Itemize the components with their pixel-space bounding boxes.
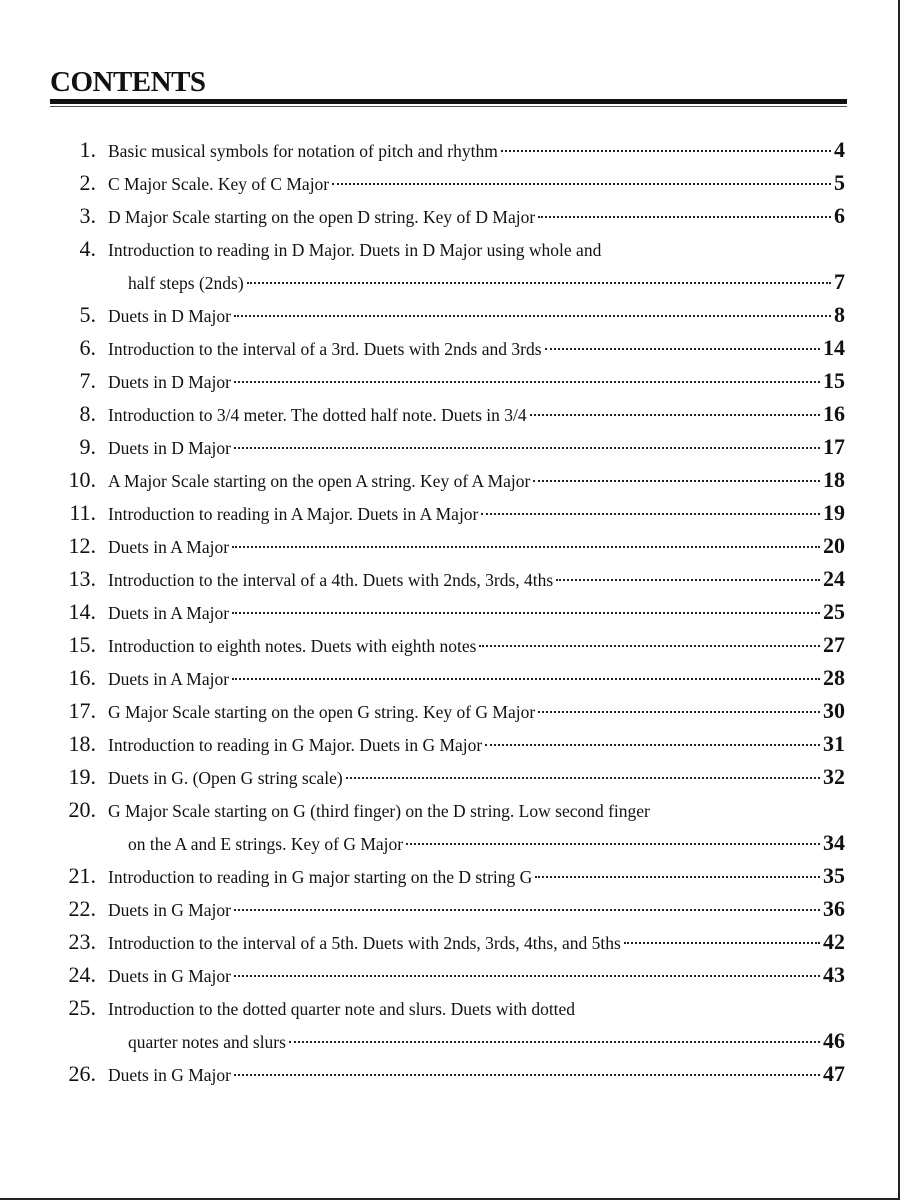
dot-leader [481, 513, 820, 515]
dot-leader [232, 678, 820, 680]
toc-entry-title: D Major Scale starting on the open D string. Key of D Major [108, 207, 536, 227]
dot-leader [406, 843, 820, 845]
dot-leader [538, 216, 831, 218]
toc-page-number: 35 [823, 863, 845, 888]
toc-entry-number: 8. [79, 401, 96, 426]
toc-entry-title: on the A and E strings. Key of G Major [128, 834, 404, 854]
toc-line [50, 892, 845, 925]
toc-entry-title: Introduction to the dotted quarter note and slurs. Duets with dotted [108, 999, 576, 1019]
toc-entry-title: Introduction to the interval of a 3rd. Duets with 2nds and 3rds [108, 339, 542, 359]
toc-entry-title: Introduction to 3/4 meter. The dotted half note. Duets in 3/4 [108, 405, 527, 425]
toc-line [50, 793, 845, 826]
toc-entry-number: 18. [68, 731, 96, 756]
toc-line [50, 529, 845, 562]
toc-page-number: 19 [823, 500, 845, 525]
toc-entry-title: half steps (2nds) [128, 273, 244, 293]
toc-page-number: 5 [834, 170, 845, 195]
toc-page-number: 36 [823, 896, 845, 921]
toc-entry-title: C Major Scale. Key of C Major [108, 174, 330, 194]
toc-page-number: 4 [834, 137, 845, 162]
toc-line [50, 166, 845, 199]
toc-entry-number: 13. [68, 566, 96, 591]
toc-entry-title: Introduction to reading in G Major. Duets in G Major [108, 735, 483, 755]
toc-page-number: 34 [823, 830, 845, 855]
page-title: CONTENTS [50, 66, 206, 98]
toc-page-number: 31 [823, 731, 845, 756]
title-rule [50, 99, 847, 104]
toc-entry-title: Duets in A Major [108, 603, 230, 623]
toc-entry-number: 20. [68, 797, 96, 822]
toc-entry-number: 11. [69, 500, 96, 525]
toc-entry-number: 16. [68, 665, 96, 690]
dot-leader [232, 612, 820, 614]
toc-line [50, 265, 845, 298]
toc-page-number: 47 [823, 1061, 845, 1086]
dot-leader [234, 1074, 820, 1076]
toc-line [50, 826, 845, 859]
dot-leader [247, 282, 831, 284]
toc-entry-number: 15. [68, 632, 96, 657]
toc-entry-title: Introduction to reading in D Major. Duets in D Major using whole and [108, 240, 602, 260]
toc-line [50, 727, 845, 760]
toc-entry[interactable] [50, 463, 845, 496]
toc-entry-title: Duets in D Major [108, 372, 231, 392]
toc-line [50, 760, 845, 793]
toc-page-number: 42 [823, 929, 845, 954]
toc-entry-title: Introduction to eighth notes. Duets with eighth notes [108, 636, 477, 656]
dot-leader [485, 744, 820, 746]
toc-line [50, 331, 845, 364]
dot-leader [234, 381, 820, 383]
toc-entry-title: quarter notes and slurs [128, 1032, 286, 1052]
toc-entry-number: 5. [79, 302, 96, 327]
dot-leader [479, 645, 820, 647]
toc-entry-title: Duets in G Major [108, 966, 231, 986]
toc-entry-title: G Major Scale starting on the open G string. Key of G Major [108, 702, 536, 722]
toc-entry[interactable] [50, 166, 845, 199]
toc-entry[interactable] [50, 1057, 845, 1090]
toc-entry-title: Duets in G Major [108, 900, 231, 920]
toc-entry-title: Introduction to the interval of a 4th. Duets with 2nds, 3rds, 4ths [108, 570, 554, 590]
dot-leader [234, 975, 820, 977]
toc-line [50, 661, 845, 694]
toc-entry-number: 10. [68, 467, 96, 492]
toc-entry-number: 2. [79, 170, 96, 195]
toc-line [50, 925, 845, 958]
toc-page-number: 8 [834, 302, 845, 327]
toc-entry-number: 4. [79, 236, 96, 261]
dot-leader [545, 348, 820, 350]
dot-leader [234, 315, 831, 317]
toc-line [50, 1024, 845, 1057]
toc-line [50, 199, 845, 232]
toc-line [50, 628, 845, 661]
toc-entry-number: 19. [68, 764, 96, 789]
dot-leader [234, 909, 820, 911]
toc-entry-title: A Major Scale starting on the open A string. Key of A Major [108, 471, 531, 491]
toc-line [50, 232, 845, 265]
toc-page-number: 7 [834, 269, 845, 294]
toc-entry[interactable] [50, 199, 845, 232]
toc-entry-number: 12. [68, 533, 96, 558]
dot-leader [538, 711, 820, 713]
dot-leader [501, 150, 831, 152]
toc-page-number: 25 [823, 599, 845, 624]
toc-entry-number: 26. [68, 1061, 96, 1086]
toc-entry-title: Duets in G Major [108, 1065, 231, 1085]
toc-entry-title: Basic musical symbols for notation of pitch and rhythm [108, 141, 498, 161]
toc-entry[interactable] [50, 364, 845, 397]
toc-line [50, 298, 845, 331]
toc-entry-number: 17. [68, 698, 96, 723]
toc-line [50, 463, 845, 496]
toc-entry-number: 24. [68, 962, 96, 987]
toc-page-number: 30 [823, 698, 845, 723]
toc-line [50, 397, 845, 430]
toc-page-number: 6 [834, 203, 845, 228]
toc-line [50, 595, 845, 628]
toc-entry[interactable] [50, 793, 845, 859]
title-rule-thin [50, 106, 847, 107]
toc-entry-number: 14. [68, 599, 96, 624]
toc-entry-title: G Major Scale starting on G (third finger) on the D string. Low second finger [108, 801, 650, 821]
table-of-contents [50, 133, 845, 1090]
toc-page-number: 46 [823, 1028, 845, 1053]
dot-leader [289, 1041, 820, 1043]
toc-entry-title: Duets in A Major [108, 669, 230, 689]
toc-entry-title: Duets in D Major [108, 438, 231, 458]
toc-page-number: 27 [823, 632, 845, 657]
toc-entry[interactable] [50, 892, 845, 925]
toc-entry[interactable] [50, 958, 845, 991]
toc-entry[interactable] [50, 298, 845, 331]
toc-entry-title: Duets in D Major [108, 306, 231, 326]
toc-entry[interactable] [50, 859, 845, 892]
toc-line [50, 496, 845, 529]
toc-line [50, 364, 845, 397]
toc-page-number: 43 [823, 962, 845, 987]
toc-entry[interactable] [50, 397, 845, 430]
toc-page-number: 15 [823, 368, 845, 393]
toc-entry[interactable] [50, 232, 845, 298]
toc-entry-number: 3. [79, 203, 96, 228]
dot-leader [533, 480, 820, 482]
dot-leader [234, 447, 820, 449]
toc-page-number: 32 [823, 764, 845, 789]
toc-entry-number: 21. [68, 863, 96, 888]
toc-page-number: 18 [823, 467, 845, 492]
toc-entry-number: 6. [79, 335, 96, 360]
toc-entry-number: 9. [79, 434, 96, 459]
toc-entry[interactable] [50, 133, 845, 166]
toc-entry-title: Introduction to the interval of a 5th. Duets with 2nds, 3rds, 4ths, and 5ths [108, 933, 621, 953]
toc-line [50, 694, 845, 727]
toc-entry[interactable] [50, 760, 845, 793]
dot-leader [530, 414, 820, 416]
toc-line [50, 430, 845, 463]
toc-entry[interactable] [50, 991, 845, 1057]
toc-entry[interactable] [50, 661, 845, 694]
dot-leader [332, 183, 831, 185]
toc-entry[interactable] [50, 430, 845, 463]
dot-leader [556, 579, 820, 581]
toc-line [50, 1057, 845, 1090]
toc-page-number: 17 [823, 434, 845, 459]
dot-leader [232, 546, 820, 548]
toc-entry[interactable] [50, 331, 845, 364]
toc-page-number: 28 [823, 665, 845, 690]
toc-entry[interactable] [50, 496, 845, 529]
toc-entry-title: Duets in G. (Open G string scale) [108, 768, 343, 788]
toc-entry[interactable] [50, 595, 845, 628]
toc-entry[interactable] [50, 925, 845, 958]
toc-entry[interactable] [50, 529, 845, 562]
dot-leader [535, 876, 820, 878]
toc-line [50, 133, 845, 166]
toc-entry[interactable] [50, 694, 845, 727]
toc-entry-title: Duets in A Major [108, 537, 230, 557]
toc-entry[interactable] [50, 727, 845, 760]
toc-page-number: 16 [823, 401, 845, 426]
toc-entry-title: Introduction to reading in G major starting on the D string G [108, 867, 533, 887]
toc-entry-number: 23. [68, 929, 96, 954]
toc-entry-number: 22. [68, 896, 96, 921]
toc-entry-title: Introduction to reading in A Major. Duets in A Major [108, 504, 479, 524]
toc-entry[interactable] [50, 628, 845, 661]
toc-line [50, 859, 845, 892]
toc-entry-number: 25. [68, 995, 96, 1020]
toc-page-number: 24 [823, 566, 845, 591]
toc-line [50, 958, 845, 991]
dot-leader [624, 942, 820, 944]
toc-page-number: 20 [823, 533, 845, 558]
toc-page-number: 14 [823, 335, 845, 360]
toc-line [50, 991, 845, 1024]
toc-line [50, 562, 845, 595]
toc-entry-number: 1. [79, 137, 96, 162]
toc-entry-number: 7. [79, 368, 96, 393]
toc-entry[interactable] [50, 562, 845, 595]
dot-leader [346, 777, 820, 779]
